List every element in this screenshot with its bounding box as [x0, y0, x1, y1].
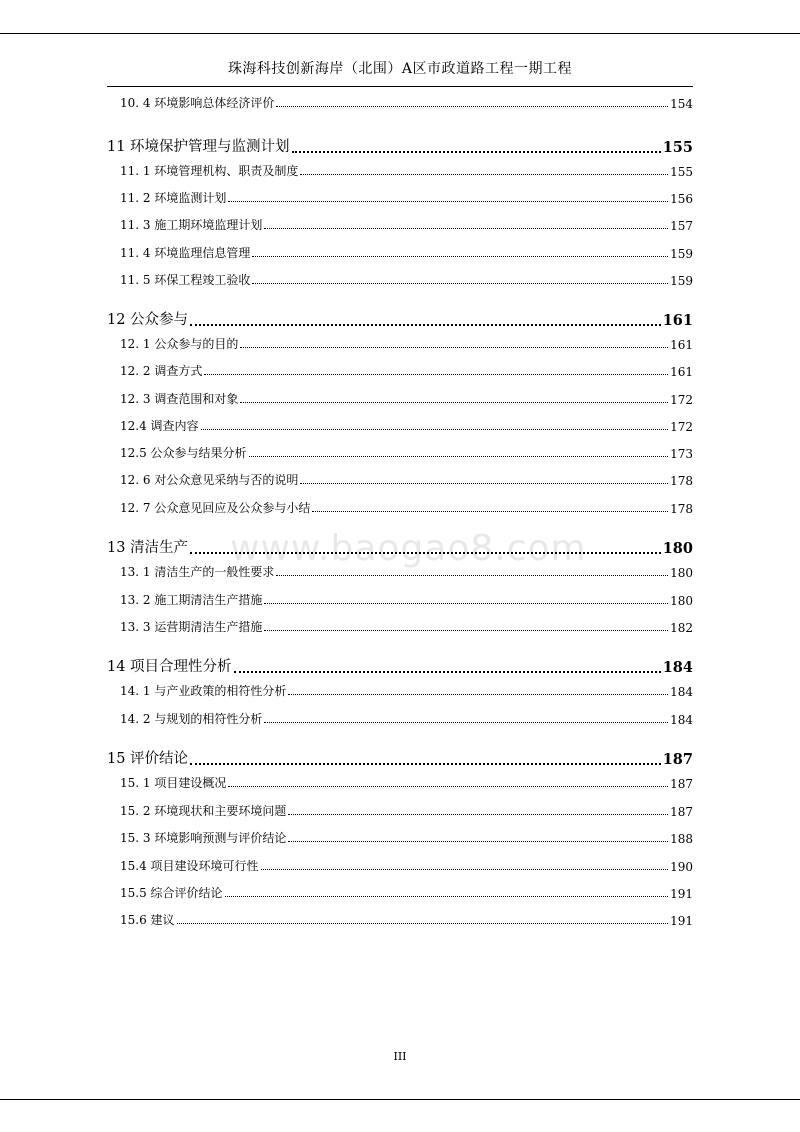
toc-entry-page-number: 191 [670, 914, 693, 928]
toc-leader-dots [264, 227, 668, 229]
toc-leader-dots [252, 255, 668, 257]
toc-entry-title: 12. 7 公众意见回应及公众参与小结 [120, 501, 311, 515]
toc-entry-title: 15. 2 环境现状和主要环境问题 [120, 804, 287, 818]
toc-chapter-entry[interactable] [107, 308, 693, 329]
top-rule [0, 33, 800, 34]
toc-leader-dots [252, 282, 668, 284]
watermark: www.baogao8.com [230, 528, 587, 569]
toc-entry-page-number: 173 [670, 447, 693, 461]
toc-entry-page-number: 187 [670, 805, 693, 819]
toc-leader-dots [261, 868, 669, 870]
toc-entry-page-number: 184 [670, 685, 693, 699]
toc-leader-dots [300, 173, 668, 175]
page-number: III [393, 1050, 407, 1063]
toc-section-entry[interactable] [107, 884, 693, 901]
toc-section-entry[interactable] [107, 829, 693, 846]
toc-section-entry[interactable] [107, 362, 693, 379]
toc-entry-page-number: 188 [670, 832, 693, 846]
toc-leader-dots [264, 721, 668, 723]
toc-section-entry[interactable] [107, 271, 693, 288]
toc-entry-page-number: 180 [670, 566, 693, 580]
toc-entry-page-number: 187 [662, 751, 693, 768]
toc-entry-title: 13 清洁生产 [107, 540, 189, 556]
bottom-rule [0, 1099, 800, 1100]
toc-entry-title: 11. 2 环境监测计划 [120, 191, 227, 205]
toc-section-entry[interactable] [107, 499, 693, 516]
toc-section-entry[interactable] [107, 390, 693, 407]
toc-leader-dots [249, 455, 669, 457]
toc-leader-dots [190, 551, 661, 554]
toc-entry-page-number: 184 [662, 659, 693, 676]
toc-entry-page-number: 154 [670, 97, 693, 111]
toc-entry-title: 15.4 项目建设环境可行性 [120, 859, 259, 873]
toc-entry-page-number: 161 [670, 365, 693, 379]
toc-leader-dots [240, 346, 668, 348]
toc-entry-page-number: 191 [670, 887, 693, 901]
toc-leader-dots [276, 105, 668, 107]
toc-leader-dots [228, 200, 668, 202]
toc-entry-page-number: 155 [662, 139, 693, 156]
toc-entry-title: 12. 1 公众参与的目的 [120, 337, 239, 351]
toc-chapter-entry[interactable] [107, 655, 693, 676]
toc-section-entry[interactable] [107, 189, 693, 206]
toc-section-entry[interactable] [107, 335, 693, 352]
toc-entry-title: 14 项目合理性分析 [107, 659, 232, 675]
toc-entry-title: 15.5 综合评价结论 [120, 886, 223, 900]
toc-leader-dots [225, 895, 669, 897]
toc-leader-dots [228, 785, 668, 787]
toc-section-entry[interactable] [107, 417, 693, 434]
toc-entry-title: 15. 1 项目建设概况 [120, 776, 227, 790]
toc-section-entry[interactable] [107, 911, 693, 928]
toc-leader-dots [292, 150, 661, 153]
toc-leader-dots [276, 574, 668, 576]
toc-entry-page-number: 159 [670, 274, 693, 288]
toc-entry-page-number: 161 [670, 338, 693, 352]
toc-leader-dots [264, 602, 668, 604]
toc-section-entry[interactable] [107, 244, 693, 261]
toc-entry-title: 11. 4 环境监理信息管理 [120, 246, 251, 260]
toc-leader-dots [240, 401, 668, 403]
toc-leader-dots [288, 693, 668, 695]
toc-entry-title: 10. 4 环境影响总体经济评价 [120, 96, 275, 110]
toc-entry-page-number: 172 [670, 393, 693, 407]
toc-chapter-entry[interactable] [107, 135, 693, 156]
toc-entry-title: 15. 3 环境影响预测与评价结论 [120, 831, 287, 845]
toc-section-entry[interactable] [107, 618, 693, 635]
toc-entry-page-number: 180 [670, 594, 693, 608]
toc-entry-title: 11. 1 环境管理机构、职责及制度 [120, 164, 299, 178]
toc-section-entry[interactable] [107, 802, 693, 819]
toc-leader-dots [288, 840, 668, 842]
toc-entry-title: 12 公众参与 [107, 312, 189, 328]
toc-leader-dots [312, 510, 668, 512]
toc-entry-page-number: 172 [670, 420, 693, 434]
toc-leader-dots [201, 428, 669, 430]
header-underline [107, 86, 693, 87]
toc-leader-dots [204, 373, 668, 375]
toc-entry-page-number: 190 [670, 860, 693, 874]
toc-entry-title: 11. 3 施工期环境监理计划 [120, 218, 263, 232]
toc-section-entry[interactable] [107, 774, 693, 791]
toc-leader-dots [288, 813, 668, 815]
toc-leader-dots [300, 482, 668, 484]
toc-entry-title: 11. 5 环保工程竣工验收 [120, 273, 251, 287]
toc-section-entry[interactable] [107, 471, 693, 488]
page-header-title: 珠海科技创新海岸（北围）A区市政道路工程一期工程 [227, 61, 573, 77]
toc-entry-title: 12. 3 调查范围和对象 [120, 392, 239, 406]
toc-entry-page-number: 182 [670, 621, 693, 635]
toc-entry-title: 11 环境保护管理与监测计划 [107, 139, 290, 155]
toc-leader-dots [234, 670, 661, 673]
toc-leader-dots [264, 629, 668, 631]
toc-entry-title: 12.4 调查内容 [120, 419, 199, 433]
toc-entry-title: 13. 2 施工期清洁生产措施 [120, 593, 263, 607]
toc-entry-title: 12. 6 对公众意见采纳与否的说明 [120, 473, 299, 487]
toc-entry-page-number: 157 [670, 219, 693, 233]
toc-entry-title: 14. 2 与规划的相符性分析 [120, 712, 263, 726]
toc-entry-page-number: 184 [670, 713, 693, 727]
toc-entry-page-number: 159 [670, 247, 693, 261]
toc-leader-dots [177, 922, 669, 924]
toc-section-entry[interactable] [107, 563, 693, 580]
toc-section-entry[interactable] [107, 591, 693, 608]
toc-entry-title: 12.5 公众参与结果分析 [120, 446, 247, 460]
toc-leader-dots [190, 762, 661, 765]
toc-entry-page-number: 155 [670, 165, 693, 179]
toc-entry-title: 13. 3 运营期清洁生产措施 [120, 620, 263, 634]
toc-entry-page-number: 178 [670, 474, 693, 488]
toc-section-entry[interactable] [107, 682, 693, 699]
toc-chapter-entry[interactable] [107, 536, 693, 557]
toc-chapter-entry[interactable] [107, 747, 693, 768]
toc-entry-title: 15 评价结论 [107, 751, 189, 767]
toc-entry-title: 12. 2 调查方式 [120, 364, 203, 378]
toc-entry-title: 14. 1 与产业政策的相符性分析 [120, 684, 287, 698]
toc-entry-page-number: 161 [662, 312, 693, 329]
toc-entry-page-number: 178 [670, 502, 693, 516]
toc-section-entry[interactable] [107, 216, 693, 233]
toc-entry-title: 15.6 建议 [120, 913, 175, 927]
toc-entry-page-number: 180 [662, 540, 693, 557]
toc-leader-dots [190, 323, 661, 326]
toc-section-entry[interactable] [107, 444, 693, 461]
toc-entry-title: 13. 1 清洁生产的一般性要求 [120, 565, 275, 579]
toc-section-entry[interactable] [107, 710, 693, 727]
toc-entry-page-number: 187 [670, 777, 693, 791]
toc-section-entry[interactable] [107, 94, 693, 111]
toc-section-entry[interactable] [107, 162, 693, 179]
toc-entry-page-number: 156 [670, 192, 693, 206]
toc-section-entry[interactable] [107, 857, 693, 874]
